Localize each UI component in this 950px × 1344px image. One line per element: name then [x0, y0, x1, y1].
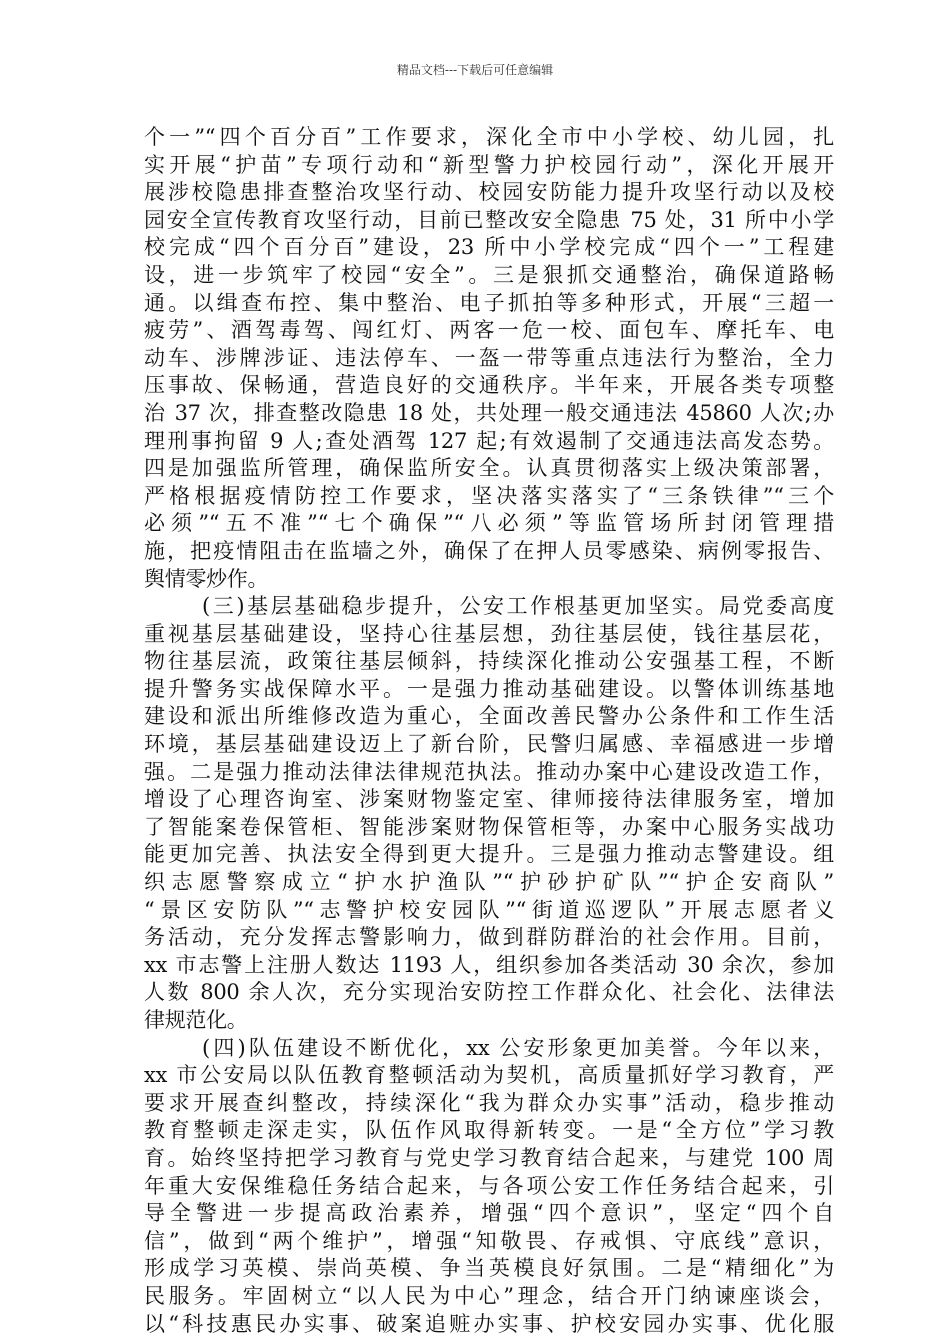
text-line: 严格根据疫情防控工作要求，坚决落实落实了“三条铁律”“三个 [144, 483, 834, 508]
text-line: 织志愿警察成立“护水护渔队”“护砂护矿队”“护企安商队” [144, 870, 834, 895]
text-line: 导全警进一步提高政治素养，增强“四个意识”，坚定“四个自 [144, 1201, 834, 1226]
text-line: 育。始终坚持把学习教育与党史学习教育结合起来，与建党 100 周 [144, 1145, 834, 1170]
text-line: xx 市志警上注册人数达 1193 人，组织参加各类活动 30 余次，参加 [144, 952, 834, 977]
text-line: 四是加强监所管理，确保监所安全。认真贯彻落实上级决策部署， [144, 456, 834, 481]
text-line: (四)队伍建设不断优化，xx 公安形象更加美誉。今年以来， [202, 1035, 834, 1060]
text-line: 人数 800 余人次，充分实现治安防控工作群众化、社会化、法律法 [144, 980, 834, 1005]
text-line: 民服务。牢固树立“以人民为中心”理念，结合开门纳谏座谈会， [144, 1283, 834, 1308]
text-line: 治 37 次，排查整改隐患 18 处，共处理一般交通违法 45860 人次;办 [144, 400, 834, 425]
text-line: 疲劳”、酒驾毒驾、闯红灯、两客一危一校、面包车、摩托车、电 [144, 318, 834, 343]
text-line: 物往基层流，政策往基层倾斜，持续深化推动公安强基工程，不断 [144, 649, 834, 674]
text-line: 理刑事拘留 9 人;查处酒驾 127 起;有效遏制了交通违法高发态势。 [144, 428, 834, 453]
text-line: 提升警务实战保障水平。一是强力推动基础建设。以警体训练基地 [144, 676, 834, 701]
text-line: 教育整顿走深走实，队伍作风取得新转变。一是“全方位”学习教 [144, 1118, 834, 1143]
text-line: 动车、涉牌涉证、违法停车、一盔一带等重点违法行为整治，全力 [144, 345, 834, 370]
text-line: (三)基层基础稳步提升，公安工作根基更加坚实。局党委高度 [202, 594, 834, 619]
text-line: 压事故、保畅通，营造良好的交通秩序。半年来，开展各类专项整 [144, 373, 834, 398]
text-line: 园安全宣传教育攻坚行动，目前已整改安全隐患 75 处，31 所中小学 [144, 207, 834, 232]
text-line: 能更加完善、执法安全得到更大提升。三是强力推动志警建设。组 [144, 842, 834, 867]
text-line: 舆情零炒作。 [144, 566, 269, 591]
text-line: 实开展“护苗”专项行动和“新型警力护校园行动”，深化开展开 [144, 152, 834, 177]
text-line: 必须”“五不准”“七个确保”“八必须”等监管场所封闭管理措 [144, 511, 834, 536]
text-line: 重视基层基础建设，坚持心往基层想，劲往基层使，钱往基层花， [144, 621, 834, 646]
text-line: 强。二是强力推动法律法律规范执法。推动办案中心建设改造工作， [144, 759, 834, 784]
text-line: 年重大安保维稳任务结合起来，与各项公安工作任务结合起来，引 [144, 1173, 834, 1198]
document-body [144, 124, 834, 1338]
text-line: 形成学习英模、崇尚英模、争当英模良好氛围。二是“精细化”为 [144, 1256, 834, 1281]
text-line: 以“科技惠民办实事、破案追赃办实事、护校安园办实事、优化服 [144, 1311, 834, 1336]
text-line: 建设和派出所维修改造为重心，全面改善民警办公条件和工作生活 [144, 704, 834, 729]
text-line: 个一”“四个百分百”工作要求，深化全市中小学校、幼儿园，扎 [144, 125, 834, 149]
text-line: 要求开展查纠整改，持续深化“我为群众办实事”活动，稳步推动 [144, 1090, 834, 1115]
text-line: 了智能案卷保管柜、智能涉案财物保管柜等，办案中心服务实战功 [144, 814, 834, 839]
text-line: 增设了心理咨询室、涉案财物鉴定室、律师接待法律服务室，增加 [144, 787, 834, 812]
text-line: 校完成“四个百分百”建设，23 所中小学校完成“四个一”工程建 [144, 235, 834, 260]
text-line: “景区安防队”“志警护校安园队”“街道巡逻队”开展志愿者义 [144, 897, 834, 922]
text-line: 务活动，充分发挥志警影响力，做到群防群治的社会作用。目前， [144, 925, 834, 950]
text-line: 施，把疫情阻击在监墙之外，确保了在押人员零感染、病例零报告、 [144, 538, 834, 563]
text-line: 展涉校隐患排查整治攻坚行动、校园安防能力提升攻坚行动以及校 [144, 180, 834, 205]
text-line: 通。以缉查布控、集中整治、电子抓拍等多种形式，开展“三超一 [144, 290, 834, 315]
text-line: xx 市公安局以队伍教育整顿活动为契机，高质量抓好学习教育，严 [144, 1063, 834, 1088]
text-line: 信”，做到“两个维护”，增强“知敬畏、存戒惧、守底线”意识， [144, 1228, 834, 1253]
text-line: 设，进一步筑牢了校园“安全”。三是狠抓交通整治，确保道路畅 [144, 262, 834, 287]
page-header: 精品文档---下载后可任意编辑 [396, 63, 554, 77]
text-line: 律规范化。 [144, 1008, 248, 1032]
text-line: 环境，基层基础建设迈上了新台阶，民警归属感、幸福感进一步增 [144, 732, 834, 757]
